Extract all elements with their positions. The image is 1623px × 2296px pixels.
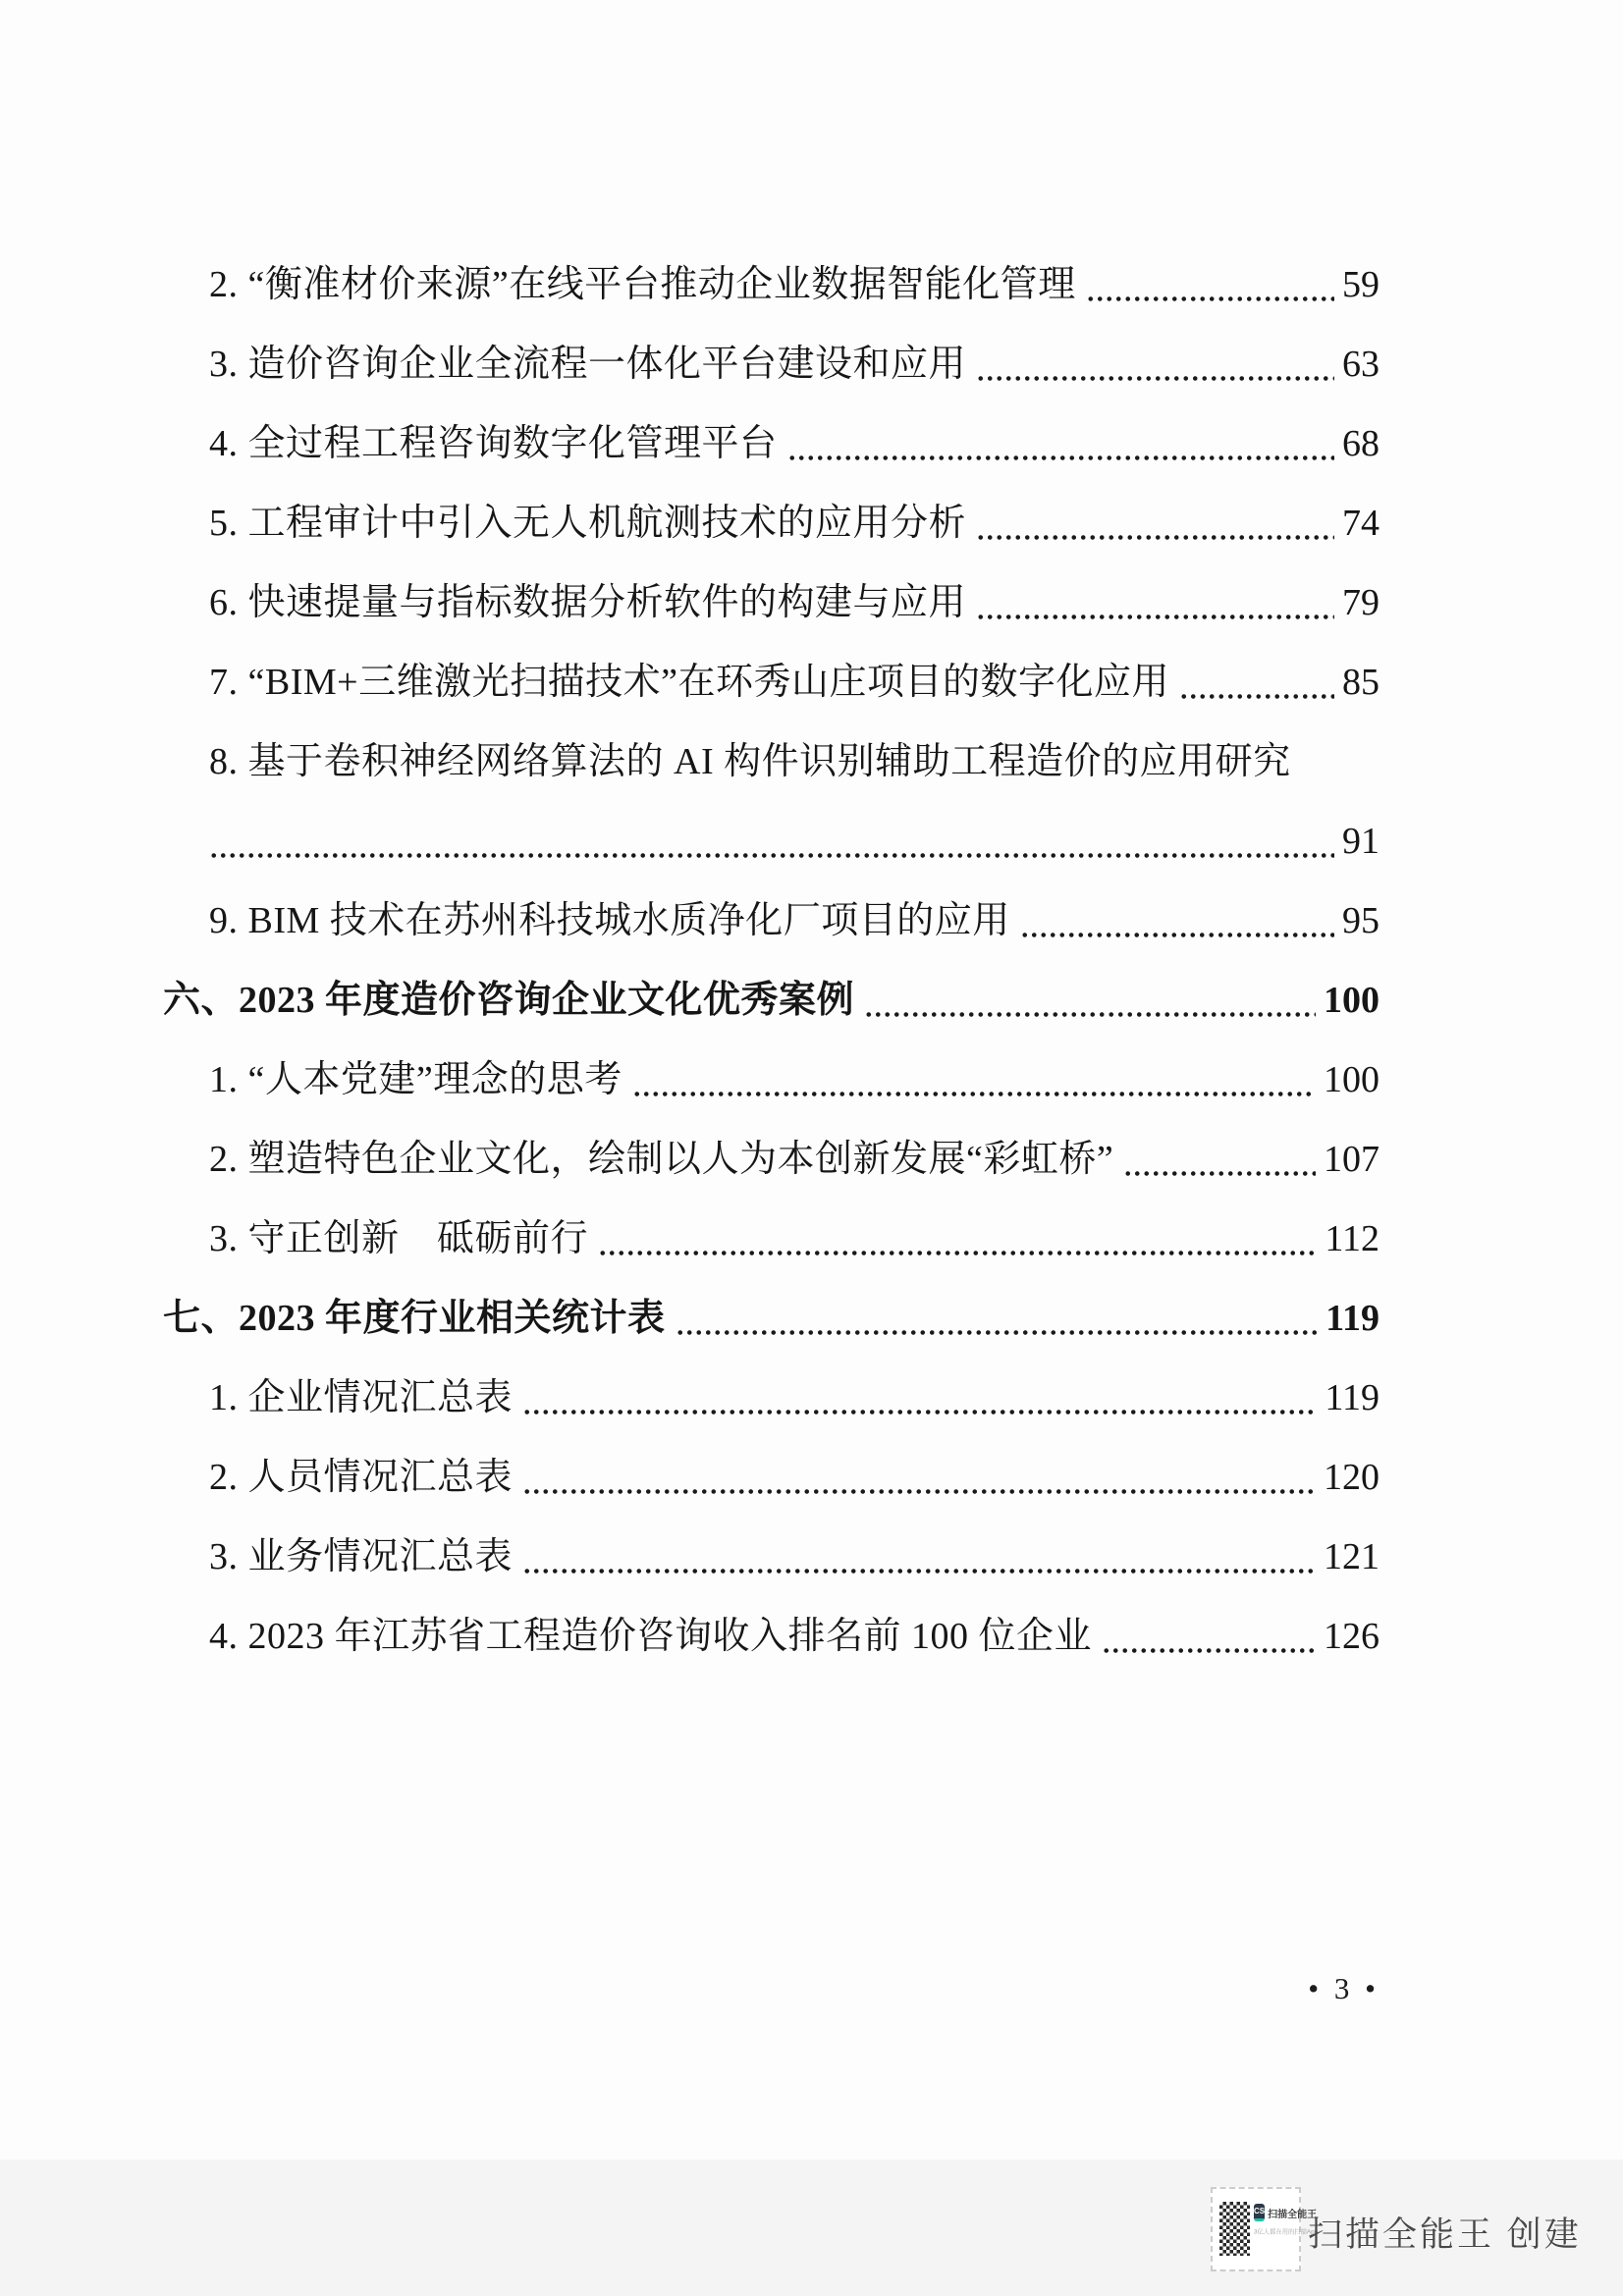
watermark-badge-right (1254, 2204, 1319, 2237)
toc-entry-label: 3. 造价咨询企业全流程一体化平台建设和应用 (209, 344, 967, 386)
toc-row (0, 719, 1623, 798)
toc-row (0, 957, 1623, 1037)
dot-leader (1086, 294, 1334, 303)
toc-entry-label: 5. 工程审计中引入无人机航测技术的应用分析 (209, 503, 967, 545)
dot-leader (1123, 1168, 1316, 1178)
toc-entry-label: 7. “BIM+三维激光扫描技术”在环秀山庄项目的数字化应用 (209, 662, 1169, 704)
toc-entry-label: 3. 业务情况汇总表 (209, 1536, 514, 1578)
watermark-subtitle: 3亿人都在用的扫描App (1254, 2228, 1319, 2236)
toc-row (0, 1116, 1623, 1196)
toc-row (0, 1593, 1623, 1673)
toc-row (0, 400, 1623, 480)
toc-page-number: 107 (1324, 1139, 1380, 1181)
dot-leader (864, 1009, 1316, 1019)
toc-page-number: 74 (1342, 503, 1380, 545)
toc-entry-label: 4. 2023 年江苏省工程造价咨询收入排名前 100 位企业 (209, 1616, 1093, 1658)
dot-leader (522, 1407, 1317, 1416)
toc-entry-label: 2. “衡准材价来源”在线平台推动企业数据智能化管理 (209, 264, 1076, 306)
dot-leader (522, 1566, 1316, 1575)
camscanner-logo-icon: CS (1254, 2204, 1265, 2221)
toc-page-number: 79 (1342, 582, 1380, 624)
dot-leader (1020, 930, 1334, 939)
toc-page-number: 120 (1324, 1457, 1380, 1499)
toc-row (0, 1037, 1623, 1116)
toc-page-number: 91 (1342, 821, 1380, 863)
toc-entry-label: 9. BIM 技术在苏州科技城水质净化厂项目的应用 (209, 900, 1010, 942)
dot-leader (632, 1089, 1316, 1098)
dot-leader (1179, 691, 1334, 701)
toc-row-continuation (0, 798, 1623, 878)
toc-page-number: 121 (1324, 1536, 1380, 1578)
toc-page-number: 112 (1325, 1218, 1380, 1260)
watermark-app-name: 扫描全能王 (1268, 2209, 1318, 2220)
toc-page-number: 59 (1342, 264, 1380, 306)
toc-row (0, 480, 1623, 560)
toc-page-number: 95 (1342, 900, 1380, 942)
dot-leader (522, 1486, 1316, 1496)
toc-row (0, 1514, 1623, 1593)
toc-entry-label: 1. 企业情况汇总表 (209, 1377, 514, 1419)
page-number: • 3 • (1308, 1971, 1380, 2005)
watermark-caption: 扫描全能王 创建 (1308, 2216, 1582, 2254)
toc-entry-label: 4. 全过程工程咨询数字化管理平台 (209, 423, 778, 465)
dot-leader (209, 850, 1334, 860)
dot-leader (976, 373, 1334, 383)
toc-row (0, 878, 1623, 957)
dot-leader (598, 1248, 1317, 1257)
dot-leader (676, 1327, 1319, 1337)
toc-entry-label: 2. 人员情况汇总表 (209, 1457, 514, 1499)
toc-page-number: 100 (1324, 980, 1380, 1022)
toc-entry-label: 六、2023 年度造价咨询企业文化优秀案例 (163, 980, 855, 1022)
toc-entry-label: 七、2023 年度行业相关统计表 (163, 1298, 666, 1340)
toc-entry-label: 3. 守正创新 砥砺前行 (209, 1218, 589, 1260)
toc-entry-label: 6. 快速提量与指标数据分析软件的构建与应用 (209, 582, 967, 624)
toc-page-number: 63 (1342, 344, 1380, 386)
toc-row (0, 1434, 1623, 1514)
toc-entry-label: 2. 塑造特色企业文化，绘制以人为本创新发展“彩虹桥” (209, 1139, 1114, 1181)
toc-row (0, 241, 1623, 321)
dot-leader (787, 453, 1334, 462)
dot-leader (976, 532, 1334, 542)
toc-page-number: 68 (1342, 423, 1380, 465)
toc-page-number: 85 (1342, 662, 1380, 704)
toc-row (0, 1196, 1623, 1275)
table-of-contents (0, 241, 1623, 1673)
toc-row (0, 560, 1623, 639)
toc-page-number: 119 (1325, 1377, 1380, 1419)
toc-page-number: 100 (1324, 1059, 1380, 1101)
toc-entry-label: 8. 基于卷积神经网络算法的 AI 构件识别辅助工程造价的应用研究 (209, 741, 1291, 783)
dot-leader (976, 612, 1334, 621)
toc-row (0, 1355, 1623, 1434)
toc-row (0, 639, 1623, 719)
toc-page-number: 119 (1325, 1298, 1380, 1340)
dot-leader (1102, 1645, 1316, 1655)
toc-page-number: 126 (1324, 1616, 1380, 1658)
camscanner-watermark-badge (1211, 2187, 1319, 2271)
toc-entry-label: 1. “人本党建”理念的思考 (209, 1059, 622, 1101)
toc-row (0, 1275, 1623, 1355)
toc-row (0, 321, 1623, 400)
qr-code-icon (1219, 2202, 1250, 2256)
